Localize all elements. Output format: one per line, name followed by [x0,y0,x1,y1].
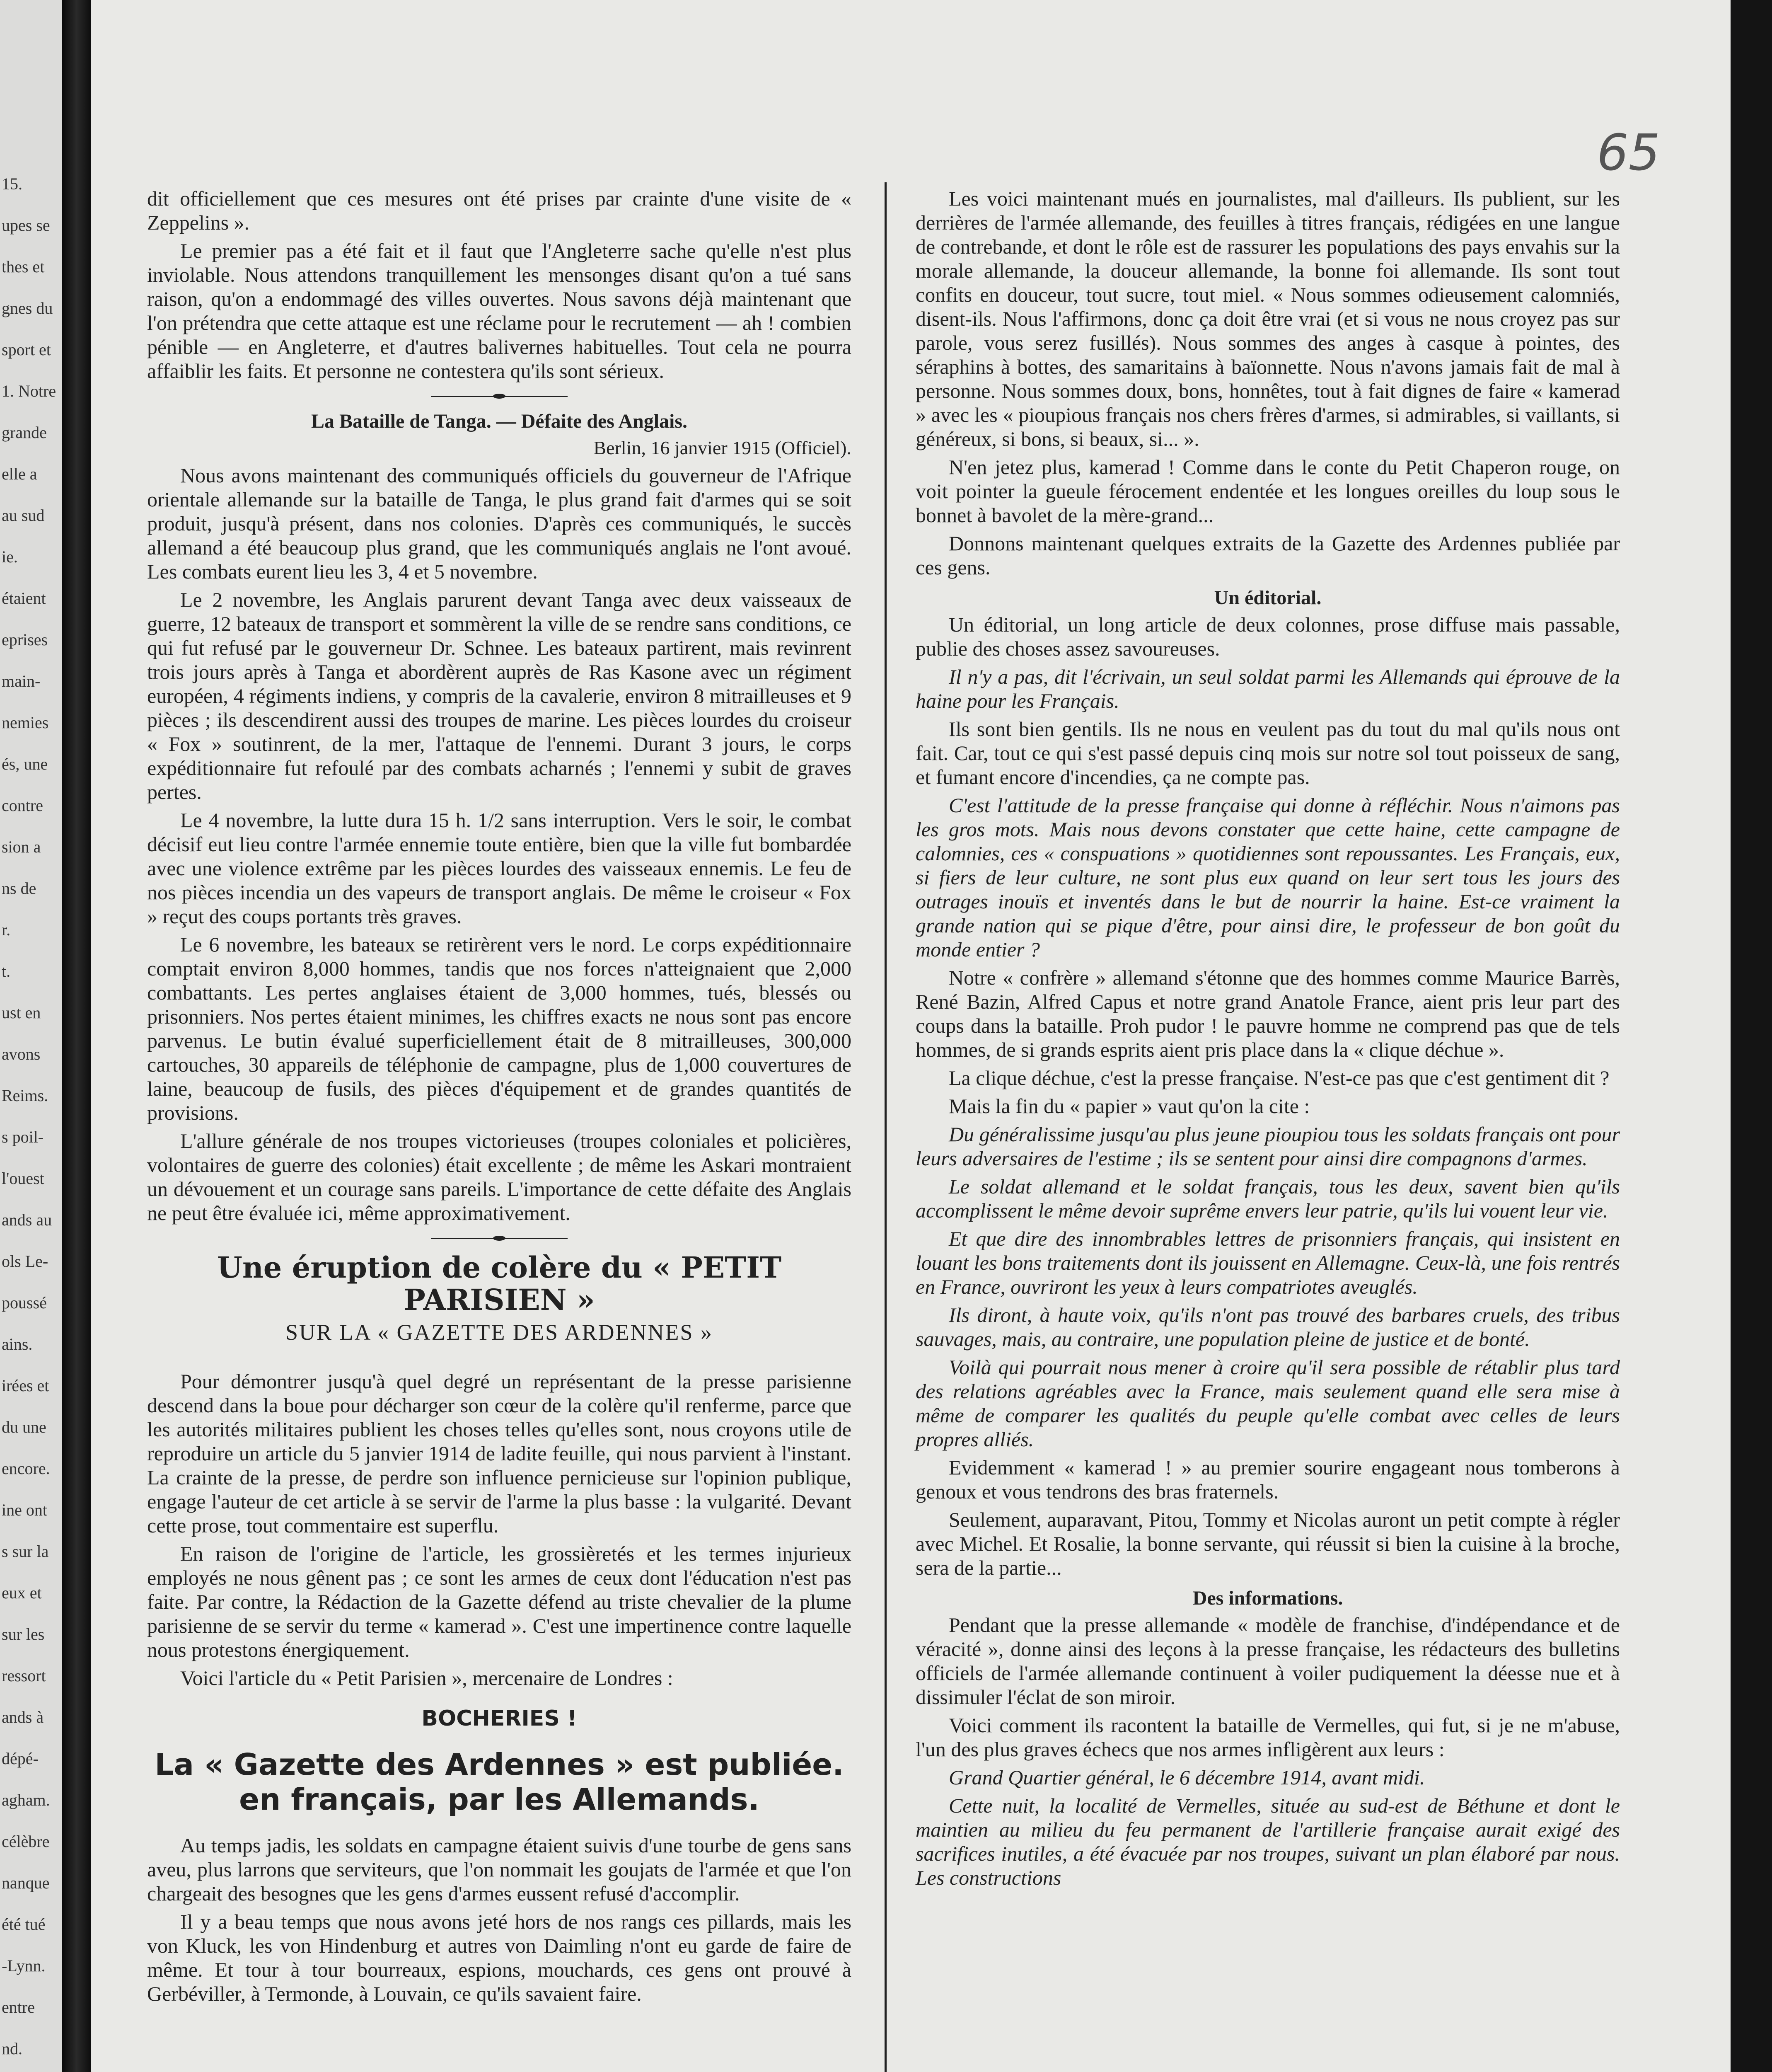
newspaper-page [91,0,1731,2072]
margin-fragment: upes se [2,216,50,235]
margin-fragment: ols Le- [2,1252,48,1271]
margin-fragment: t. [2,962,11,980]
margin-fragment: r. [2,920,11,939]
margin-fragment: étaient [2,589,46,608]
section-divider [431,1236,568,1241]
margin-fragment: 1. Notre [2,382,56,400]
margin-fragment: l'ouest [2,1169,44,1188]
margin-fragment: elle a [2,465,37,483]
margin-fragment: du une [2,1418,46,1436]
margin-fragment: s poil- [2,1128,44,1146]
paragraph: Notre « confrère » allemand s'étonne que des hommes comme Maurice Barrès, René Bazin, Alfred Capus et notre grand Anatole France, aient pris leur part des coups dans la bataille. Proh pudor ! le pauvre homme ne comprend pas que de tels hommes, de si grands esprits aient pris place dans la « clique déchue ». [916,966,1620,1061]
margin-fragment: main- [2,672,41,690]
paragraph: Pendant que la presse allemande « modèle de franchise, d'indépendance et de véracité », donne ainsi des leçons à la presse française, les rédacteurs des bulletins officiels de l'armée allemande continuent à voiler pudiquement la déesse nue et à dissimuler l'éclat de son miroir. [916,1613,1620,1709]
quote: Il n'y a pas, dit l'écrivain, un seul soldat parmi les Allemands qui éprouve de la haine pour les Français. [916,665,1620,712]
margin-fragment: contre [2,796,43,815]
paragraph: Voici l'article du « Petit Parisien », mercenaire de Londres : [180,1666,673,1690]
paragraph: Au temps jadis, les soldats en campagne étaient suivis d'une tourbe de gens sans aveu, plus larrons que serviteurs, que l'on nommait les goujats de l'armée et que l'on chargeait des besognes que les gens d'armes eussent refusé d'accomplir. [147,1834,851,1905]
paragraph: Voici comment ils racontent la bataille de Vermelles, qui fut, si je ne m'abuse, l'un des plus graves échecs que nos armes infligèrent aux leurs : [916,1714,1620,1761]
tanga-heading: La Bataille de Tanga. — Défaite des Anglais. [311,410,688,432]
margin-fragment: ie. [2,547,18,566]
paragraph: Le premier pas a été fait et il faut que l'Angleterre sache qu'elle n'est plus inviolable. Nous attendons tranquillement les mensonges disant qu'on a tué sans raison, qu'on a endommagé des villes ouvertes. Nous savons déjà maintenant que l'on prétendra que cette attaque est une réclame pour le recrutement — ah ! combien pénible — en Angleterre, et d'autres balivernes habituelles. Tout cela ne pourra affaiblir les faits. Et personne ne contestera qu'ils sont sérieux. [147,239,851,382]
editorial-heading: Un éditorial. [1214,587,1322,609]
margin-fragment: encore. [2,1459,50,1478]
page-number: 65 [1597,124,1660,182]
paragraph: dit officiellement que ces mesures ont été prises par crainte d'une visite de « Zeppelins ». [147,187,851,234]
bocheries-heading: BOCHERIES ! [421,1706,577,1731]
margin-fragment: eprises [2,630,48,649]
paragraph: Il y a beau temps que nous avons jeté hors de nos rangs ces pillards, mais les von Kluck, les von Hindenburg et autres von Daimling n'ont eu garde de faire de même. Et tour à tour bourreaux, espions, mouchards, ces gens ont prouvé à Gerbéviller, à Termonde, à Louvain, ce qu'ils savaient faire. [147,1910,851,2005]
quote: C'est l'attitude de la presse française qui donne à réfléchir. Nous n'aimons pas les gros mots. Mais nous devons constater que cette haine, cette campagne de calomnies, ces « conspuations » quotidiennes sont repoussantes. Les Français, eux, si fiers de leur culture, ne sont plus eux quand on leur sert tous les jours des outrages inouïs et inventés dans le but de nourrir la haine. Est-ce vraiment la grande nation qui se pique d'être, pour ainsi dire, le professeur de bon goût du monde entier ? [916,794,1620,961]
margin-fragment: ands à [2,1708,44,1726]
paragraph: Seulement, auparavant, Pitou, Tommy et Nicolas auront un petit compte à régler avec Michel. Et Rosalie, la bonne servante, qui réussit si bien la cuisine à la broche, sera de la partie... [916,1508,1620,1579]
margin-fragment: ns de [2,879,36,898]
right-column [916,186,1620,1894]
gqg-dateline: Grand Quartier général, le 6 décembre 1914, avant midi. [949,1766,1425,1789]
margin-fragment: nd. [2,2039,22,2058]
quote: Voilà qui pourrait nous mener à croire qu'il sera possible de rétablir plus tard des relations agréables avec la France, mais seulement quand elle sera mise à même de comparer les qualités du peuple qu'elle combat avec celles de leurs propres alliés. [916,1356,1620,1451]
quote: Ils diront, à haute voix, qu'ils n'ont pas trouvé des barbares cruels, des tribus sauvages, mais, au contraire, une population pleine de justice et de bonté. [916,1303,1620,1351]
paragraph: L'allure générale de nos troupes victorieuses (troupes coloniales et policières, volontaires de guerre des colonies) était excellente ; de même les Askari montraient un dévouement et un courage sans pareils. L'importance de cette défaite des Anglais ne peut être évaluée ici, même approximativement. [147,1129,851,1225]
paragraph: Nous avons maintenant des communiqués officiels du gouverneur de l'Afrique orientale allemande sur la bataille de Tanga, le plus grand fait d'armes qui se soit produit, jusqu'à présent, dans nos colonies. D'après ces communiqués, le succès allemand a été beaucoup plus grand, que les communiqués anglais ne l'ont avoué. Les combats eurent lieu les 3, 4 et 5 novembre. [147,464,851,583]
paragraph: En raison de l'origine de l'article, les grossièretés et les termes injurieux employés ne nous gênent pas ; ce sont les armes de ceux dont l'éducation n'est pas faite. Par contre, la Rédaction de la Gazette défend au triste chevalier de la plume parisienne de se servir du terme « kamerad ». C'est une impertinence contre laquelle nous protestons énergiquement. [147,1542,851,1661]
margin-fragment: ine ont [2,1501,47,1519]
paragraph: Les voici maintenant mués en journalistes, mal d'ailleurs. Ils publient, sur les derrières de l'armée allemande, des feuilles à titres français, rédigées en une langue de contrebande, et dont le rôle est de rassurer les populations des pays envahis sur la morale allemande, la douceur allemande, la bonne foi allemande. Ils sont tout confits en douceur, tout sucre, tout miel. « Nous sommes odieusement calomniés, disent-ils. Nous l'affirmons, donc ça doit être vrai (et si vous ne nous croyez pas sur parole, vous serez fusillés). Nous sommes des anges à casque à pointes, des séraphins à bottes, des samaritains à baïonnette. Nous n'avons jamais fait de mal à personne. Nous sommes doux, bons, honnêtes, tout à fait dignes de faire « kamerad » avec les « pioupious français nos chers frères d'armes, si admirables, si vaillants, si généreux, si bons, si beaux, si... ». [916,187,1620,450]
margin-fragment: s sur la [2,1542,49,1561]
paragraph: Un éditorial, un long article de deux colonnes, prose diffuse mais passable, publie des choses assez savoureuses. [916,613,1620,660]
eruption-subheading: SUR LA « GAZETTE DES ARDENNES » [285,1320,713,1345]
margin-fragment: entre [2,1998,35,2016]
margin-fragment: és, une [2,755,48,773]
margin-fragment: ains. [2,1335,33,1353]
informations-heading: Des informations. [1192,1587,1343,1609]
section-divider [431,394,568,399]
margin-fragment: eux et [2,1583,42,1602]
margin-fragment: célèbre [2,1832,50,1851]
margin-fragment: -Lynn. [2,1956,46,1975]
paragraph: Le 4 novembre, la lutte dura 15 h. 1/2 sans interruption. Vers le soir, le combat décisif eut lieu contre l'armée ennemie toute entière, bien que la ville fut bombardée avec une violence extrême par les pièces lourdes des vaisseaux ennemis. Le feu de nos pièces incendia un des vapeurs de transport anglais. De même le croiseur « Fox » reçut des coups portants très graves. [147,808,851,928]
quote: Le soldat allemand et le soldat français, tous les deux, savent bien qu'ils accomplissent le même devoir suprême envers leur patrie, qu'ils lui vouent leur vie. [916,1175,1620,1222]
paragraph: Le 6 novembre, les bateaux se retirèrent vers le nord. Le corps expéditionnaire comptait environ 8,000 hommes, tandis que nos forces n'atteignaient que 2,000 combattants. Les pertes anglaises étaient de 3,000 hommes, tués, blessés ou prisonniers. Nos pertes étaient minimes, les chiffres exacts ne nous sont pas encore parvenus. Le butin évalué superficiellement était de 8 mitrailleuses, 300,000 cartouches, 30 appareils de téléphonie de campagne, plus de 1,000 couvertures de laine, beaucoup de fusils, des pièces d'équipement et de grandes quantités de provisions. [147,933,851,1124]
margin-fragment: agham. [2,1791,50,1809]
margin-fragment: nemies [2,713,49,732]
paragraph: Mais la fin du « papier » vaut qu'on la cite : [949,1094,1310,1118]
paragraph: La clique déchue, c'est la presse française. N'est-ce pas que c'est gentiment dit ? [949,1066,1610,1089]
margin-fragment: Reims. [2,1086,48,1105]
margin-fragment: sur les [2,1625,45,1644]
paragraph: N'en jetez plus, kamerad ! Comme dans le conte du Petit Chaperon rouge, on voit pointer la gueule férocement endentée et les longues oreilles du loup sous le bonnet à bavolet de la mère-grand... [916,455,1620,527]
adjacent-page-strip [0,0,62,2072]
paragraph: Le 2 novembre, les Anglais parurent devant Tanga avec deux vaisseaux de guerre, 12 bateaux de transport et sommèrent la ville de se rendre sans conditions, ce qui fut refusé par le gouverneur Dr. Schnee. Les bateaux partirent, mais revinrent trois jours après à Tanga et abordèrent auprès de Ras Kasone avec un régiment européen, 4 régiments indiens, y compris de la cavalerie, environ 8 mitrailleuses et 9 pièces ; ils descendirent aussi des troupes de marine. Les pièces lourdes du croiseur « Fox » soutinrent, de la mer, l'attaque de l'ennemi. Durant 3 jours, le corps expéditionnaire fut refoulé par des combats acharnés ; l'ennemi y subit de graves pertes. [147,588,851,804]
margin-fragment: ressort [2,1666,46,1685]
margin-fragment: 15. [2,174,22,193]
intro-text [147,186,851,383]
quote: Cette nuit, la localité de Vermelles, située au sud-est de Béthune et dont le maintien au milieu du feu permanent de l'artillerie française aurait exigé des sacrifices inutiles, a été évacuée par nos troupes, suivant un plan élaboré par nous. Les constructions [916,1794,1620,1889]
margin-fragment: grande [2,423,47,442]
margin-fragment: thes et [2,257,45,276]
left-column [147,186,851,2010]
paragraph: Pour démontrer jusqu'à quel degré un représentant de la presse parisienne descend dans la boue pour décharger son cœur de la colère qu'il renferme, parce que les autorités militaires publient les choses telles qu'elles sont, nous croyons utile de reproduire un article du 5 janvier 1914 de ladite feuille, qui nous parvient à l'instant. La crainte de la presse, de perdre son influence pernicieuse sur l'opinion publique, engage l'auteur de cet article à se servir de l'arme la plus basse : la vulgarité. Devant cette prose, tout commentaire est superflu. [147,1370,851,1537]
article-title: La « Gazette des Ardennes » est publiée. en français, par les Allemands. [155,1747,844,1817]
margin-fragment: irées et [2,1376,49,1395]
margin-fragment: au sud [2,506,45,525]
quote: Et que dire des innombrables lettres de prisonniers français, qui insistent en louant les bons traitements dont ils jouissent en Allemagne. Ceux-là, une fois rentrés en France, ouvriront les yeux à leurs compatriotes aveuglés. [916,1227,1620,1298]
margin-fragment: poussé [2,1293,47,1312]
margin-fragment: dépé- [2,1749,39,1768]
margin-fragment: ands au [2,1210,52,1229]
paragraph: Evidemment « kamerad ! » au premier sourire engageant nous tomberons à genoux et vous tendrons des bras fraternels. [916,1456,1620,1503]
margin-fragment: avons [2,1045,41,1063]
tanga-dateline: Berlin, 16 janvier 1915 (Officiel). [593,437,851,458]
margin-fragment: sport et [2,340,51,359]
margin-fragment: sion a [2,838,41,856]
margin-fragment: nanque [2,1874,50,1892]
quote: Du généralissime jusqu'au plus jeune pioupiou tous les soldats français ont pour leurs adversaires de l'estime ; ils se sentent pour ainsi dire compagnons d'armes. [916,1123,1620,1170]
margin-fragment: été tué [2,1915,46,1934]
paragraph: Donnons maintenant quelques extraits de la Gazette des Ardennes publiée par ces gens. [916,532,1620,579]
paragraph: Ils sont bien gentils. Ils ne nous en veulent pas du tout du mal qu'ils nous ont fait. Car, tout ce qui s'est passé depuis cinq mois sur notre sol tout poisseux de sang, et fumant encore d'incendies, ça ne compte pas. [916,717,1620,789]
column-divider [885,182,887,2072]
eruption-heading: Une éruption de colère du « PETIT PARISIEN » [217,1250,782,1317]
margin-fragment: gnes du [2,299,53,317]
book-binding [62,0,91,2072]
margin-fragment: ust en [2,1003,41,1022]
